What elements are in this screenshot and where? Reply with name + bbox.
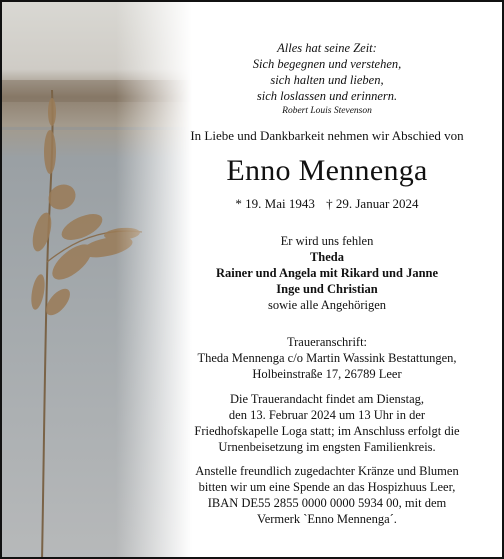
donation-line: Anstelle freundlich zugedachter Kränze und Blumen (195, 464, 459, 478)
poem-line: sich loslassen und erinnern. (256, 89, 398, 103)
deceased-name: Enno Mennenga (226, 154, 428, 187)
poem-line: Alles hat seine Zeit: (277, 41, 377, 55)
service-line: Friedhofskapelle Loga statt; im Anschluss erfolgt die (194, 424, 460, 438)
poem (152, 40, 502, 118)
address-label: Traueranschrift: (286, 335, 368, 349)
donation-line: bitten wir um eine Spende an das Hospizhuus Leer, (198, 480, 456, 494)
poem-line: Sich begegnen und verstehen, (252, 57, 402, 71)
service-notice (152, 391, 502, 455)
donation-notice (152, 463, 502, 527)
donation-line: IBAN DE55 2855 0000 0000 5934 00, mit dem (207, 496, 447, 510)
intro-text: In Liebe und Dankbarkeit nehmen wir Abschied von (190, 128, 464, 143)
mourners-lead: Er wird uns fehlen (280, 234, 374, 248)
mourners-block (152, 233, 502, 313)
birth-date: * 19. Mai 1943 (235, 196, 315, 211)
poem-line: sich halten und lieben, (270, 73, 384, 87)
service-line: Urnenbeisetzung im engsten Familienkreis. (218, 440, 436, 454)
life-dates (152, 196, 502, 212)
service-line: Die Trauerandacht findet am Dienstag, (229, 392, 425, 406)
address-line: Holbeinstraße 17, 26789 Leer (252, 367, 402, 381)
service-line: den 13. Februar 2024 um 13 Uhr in der (228, 408, 426, 422)
mourning-address (152, 334, 502, 382)
mourner-name: Inge und Christian (276, 282, 378, 296)
donation-line: Vermerk `Enno Mennenga´. (257, 512, 397, 526)
mourner-name: Rainer und Angela mit Rikard und Janne (215, 266, 439, 280)
poem-author: Robert Louis Stevenson (282, 106, 372, 116)
mourners-others: sowie alle Angehörigen (267, 298, 387, 312)
mourner-name: Theda (309, 250, 345, 264)
address-line: Theda Mennenga c/o Martin Wassink Bestattungen, (197, 351, 457, 365)
death-date: † 29. Januar 2024 (326, 196, 419, 211)
